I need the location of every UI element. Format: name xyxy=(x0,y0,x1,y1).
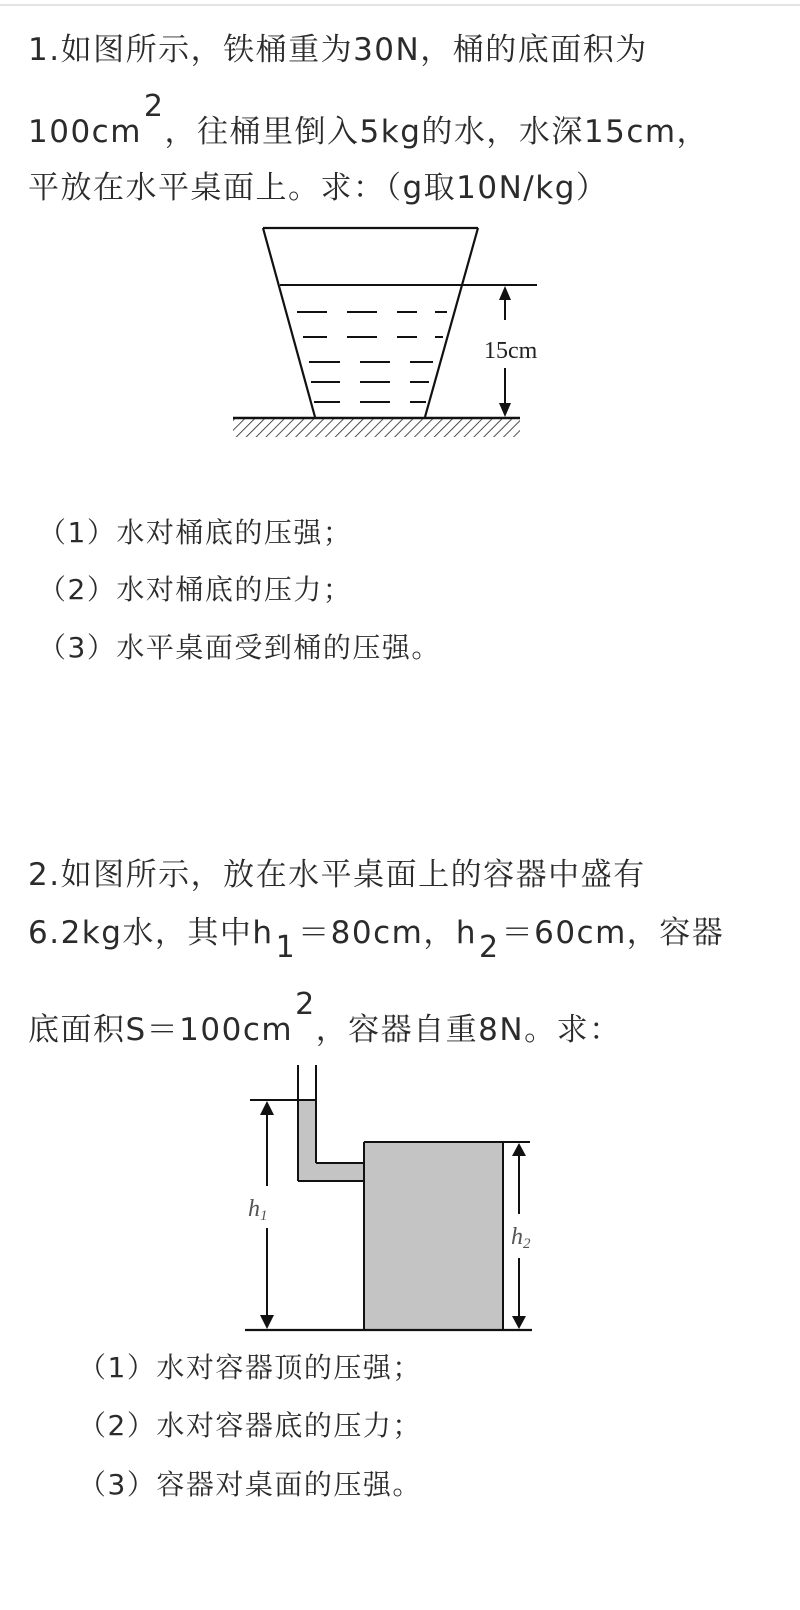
subscript-2: 2 xyxy=(479,930,500,965)
problem2-line3 xyxy=(28,987,622,1051)
bucket-outline xyxy=(263,228,478,417)
ground-hatch xyxy=(233,419,520,437)
depth-label: 15cm xyxy=(484,338,538,364)
problem2-line2-part: 6.2kg水，其中h xyxy=(28,915,274,951)
problem2-line2-part: ＝60cm，容器 xyxy=(501,915,725,951)
problem1-question-3: （3）水平桌面受到桶的压强。 xyxy=(38,631,441,664)
problem1-line3: 平放在水平桌面上。求：（g取10N/kg） xyxy=(28,170,609,206)
problem2-line1: 2.如图所示，放在水平桌面上的容器中盛有 xyxy=(28,857,646,893)
problem2-line2-part: ＝80cm，h xyxy=(298,915,478,951)
problem2-line3-part: 底面积S＝100cm xyxy=(28,1012,294,1048)
superscript-2: 2 xyxy=(295,987,316,1022)
problem1-line1: 1.如图所示，铁桶重为30N，桶的底面积为 xyxy=(28,32,648,68)
bucket-diagram xyxy=(225,220,545,445)
top-divider xyxy=(0,4,800,6)
h1-label: h1 xyxy=(248,1196,268,1224)
problem1-question-1: （1）水对桶底的压强； xyxy=(38,516,353,549)
water-fill xyxy=(298,1100,503,1330)
problem2-question-2: （2）水对容器底的压力； xyxy=(78,1409,422,1442)
problem1-question-2: （2）水对桶底的压力； xyxy=(38,573,353,606)
problem2-line2 xyxy=(28,913,725,965)
problem1-area: 100cm xyxy=(28,114,142,150)
water-dashes xyxy=(297,312,447,402)
problem1-line2-rest: ，往桶里倒入5kg的水，水深15cm， xyxy=(164,114,710,150)
problem2-question-1: （1）水对容器顶的压强； xyxy=(78,1351,422,1384)
subscript-1: 1 xyxy=(275,930,297,965)
problem2-question-3: （3）容器对桌面的压强。 xyxy=(78,1468,422,1501)
h2-label: h2 xyxy=(511,1224,531,1252)
container-diagram xyxy=(235,1060,545,1340)
superscript-2: 2 xyxy=(143,89,165,124)
problem1-line2 xyxy=(28,89,710,153)
problem2-line3-part: ，容器自重8N。求： xyxy=(315,1012,622,1048)
